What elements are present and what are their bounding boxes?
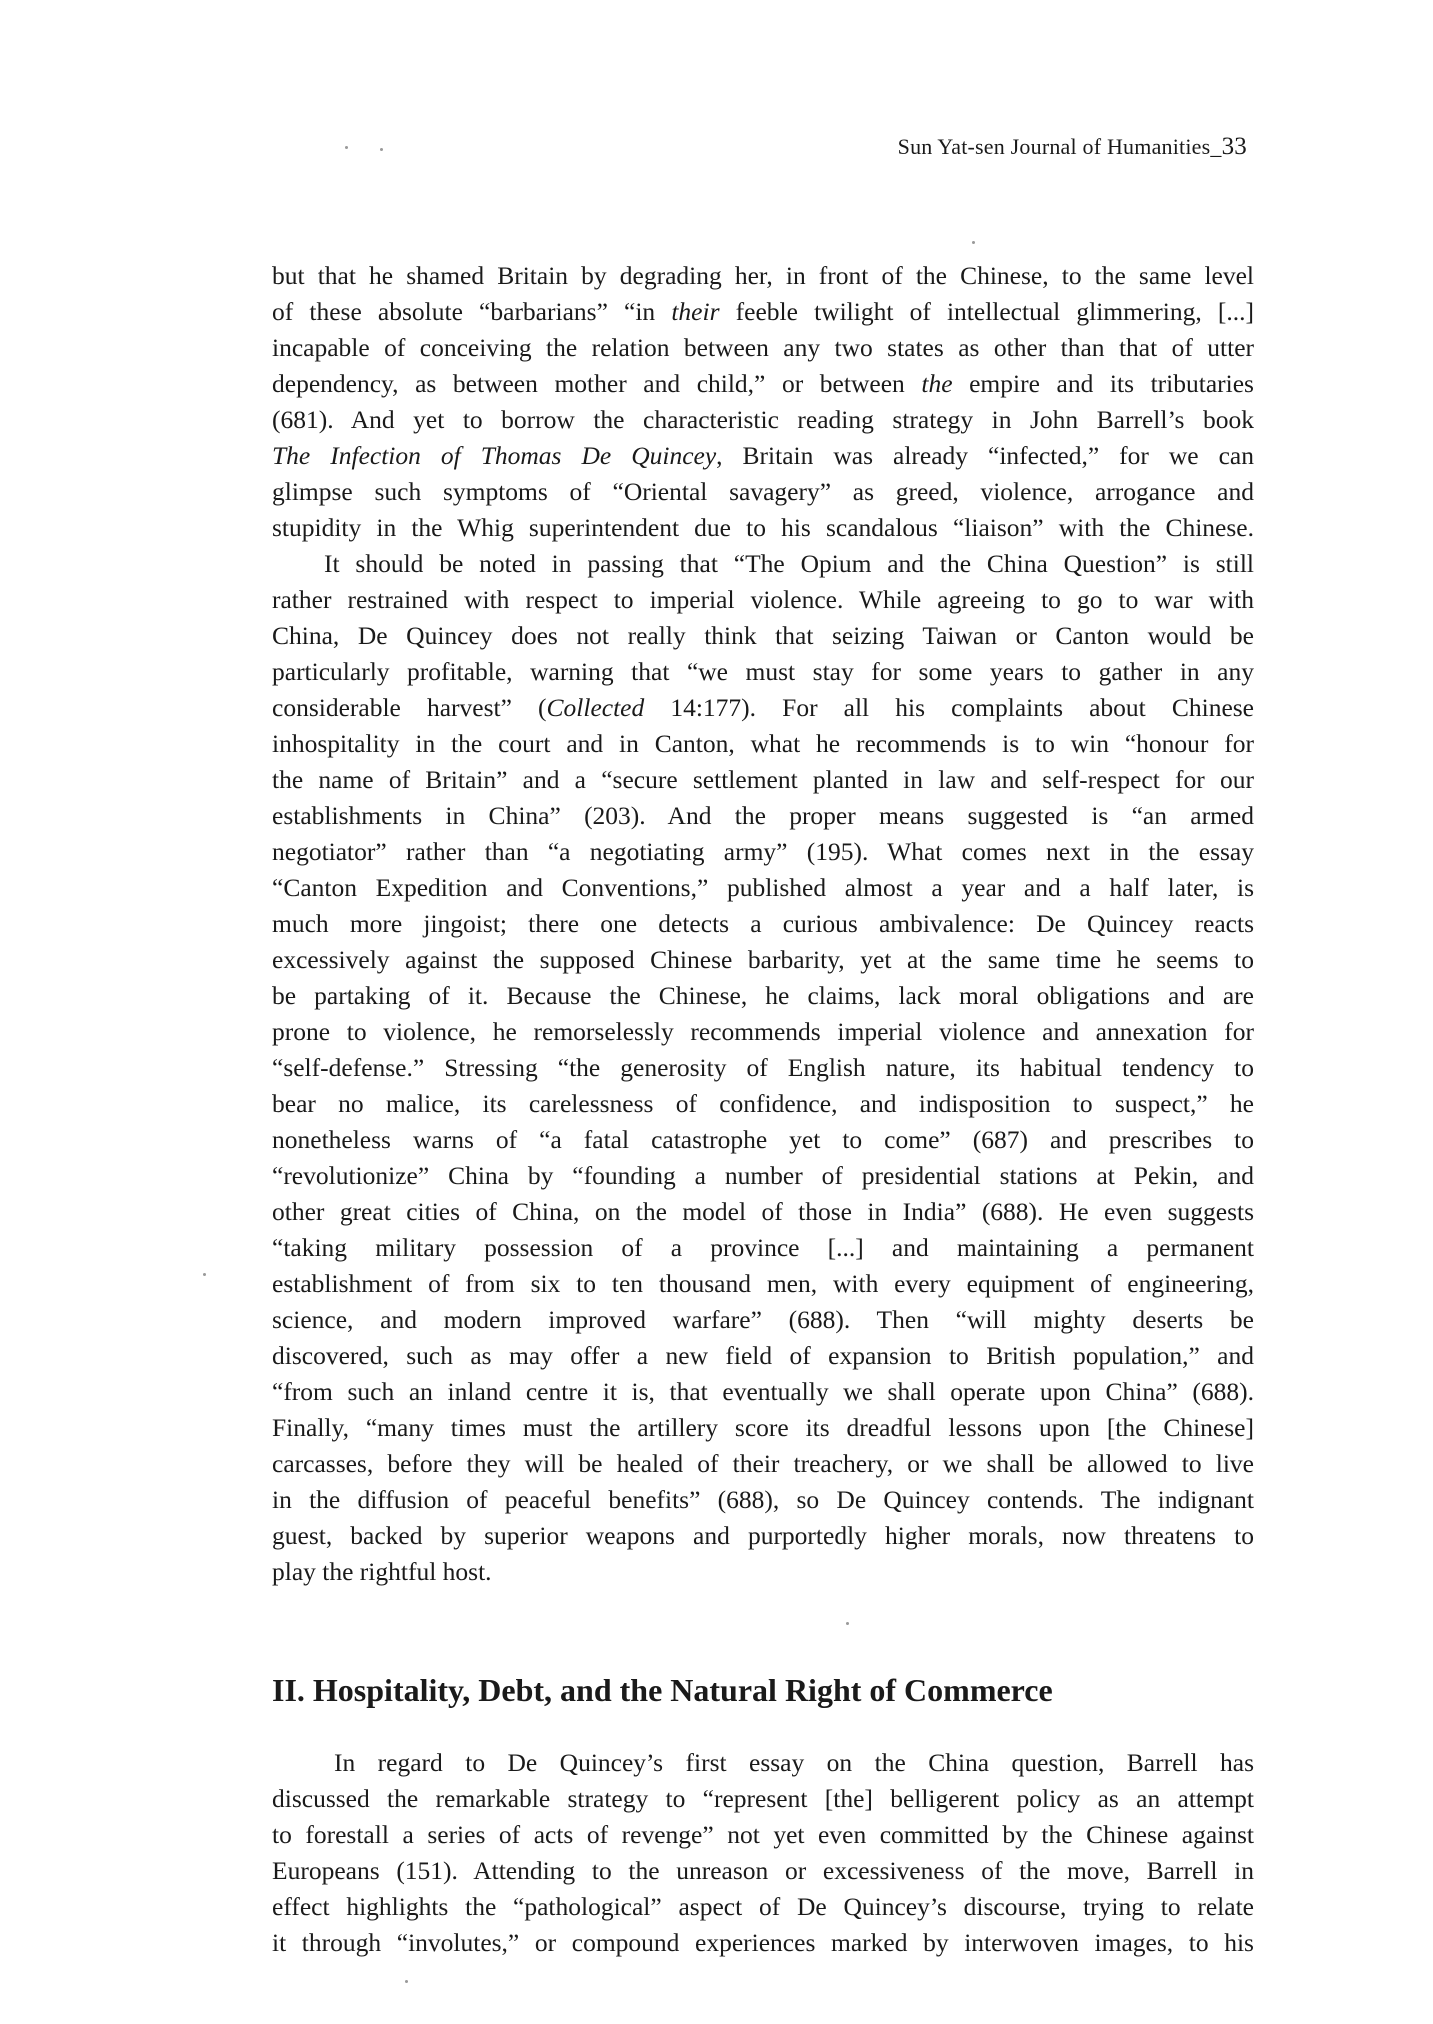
text-line: other great cities of China, on the model of those in India” (688). He even suggests (272, 1197, 1254, 1226)
paragraph-2 (272, 546, 1254, 1590)
text-line: China, De Quincey does not really think that seizing Taiwan or Canton would be (272, 621, 1254, 650)
text-line: guest, backed by superior weapons and purportedly higher morals, now threatens to (272, 1521, 1254, 1550)
running-header (898, 133, 1247, 161)
text-line: The Infection of Thomas De Quincey, Britain was already “infected,” for we can (272, 441, 1254, 470)
page-number: 33 (1221, 133, 1247, 160)
scan-speck (380, 148, 383, 151)
text-line: glimpse such symptoms of “Oriental savagery” as greed, violence, arrogance and (272, 477, 1254, 506)
text-line: nonetheless warns of “a fatal catastrophe yet to come” (687) and prescribes to (272, 1125, 1254, 1154)
body-text (272, 258, 1254, 1590)
scan-speck (203, 1273, 206, 1276)
text-line: dependency, as between mother and child,” or between the empire and its tributaries (272, 369, 1254, 398)
text-line: “from such an inland centre it is, that eventually we shall operate upon China” (688). (272, 1377, 1254, 1406)
text-line: discovered, such as may offer a new field of expansion to British population,” and (272, 1341, 1254, 1370)
text-line: particularly profitable, warning that “we must stay for some years to gather in any (272, 657, 1254, 686)
scan-speck (345, 146, 348, 149)
text-line: “Canton Expedition and Conventions,” published almost a year and a half later, is (272, 873, 1254, 902)
text-line: be partaking of it. Because the Chinese, he claims, lack moral obligations and are (272, 981, 1254, 1010)
text-line: Finally, “many times must the artillery score its dreadful lessons upon [the Chinese] (272, 1413, 1254, 1442)
scan-speck (972, 241, 975, 244)
text-line: “revolutionize” China by “founding a number of presidential stations at Pekin, and (272, 1161, 1254, 1190)
text-line: carcasses, before they will be healed of their treachery, or we shall be allowed to live (272, 1449, 1254, 1478)
text-line: but that he shamed Britain by degrading her, in front of the Chinese, to the same level (272, 261, 1254, 290)
text-line: effect highlights the “pathological” aspect of De Quincey’s discourse, trying to relate (272, 1892, 1254, 1921)
text-line: play the rightful host. (272, 1557, 492, 1586)
italic-text: The Infection of Thomas De Quincey (272, 441, 717, 470)
text-line: of these absolute “barbarians” “in their feeble twilight of intellectual glimmering, [...] (272, 297, 1255, 326)
scan-speck (846, 1622, 849, 1625)
text-line: to forestall a series of acts of revenge” not yet even committed by the Chinese against (272, 1820, 1254, 1849)
text-line: science, and modern improved warfare” (688). Then “will mighty deserts be (272, 1305, 1254, 1334)
italic-text: Collected (546, 693, 645, 722)
text-line: inhospitality in the court and in Canton, what he recommends is to win “honour for (272, 729, 1254, 758)
italic-text: their (671, 297, 720, 326)
text-line: It should be noted in passing that “The Opium and the China Question” is still (324, 549, 1254, 578)
text-line: “self-defense.” Stressing “the generosity of English nature, its habitual tendency to (272, 1053, 1254, 1082)
text-line: the name of Britain” and a “secure settlement planted in law and self-respect for our (272, 765, 1254, 794)
text-line: establishments in China” (203). And the proper means suggested is “an armed (272, 801, 1254, 830)
scan-speck (405, 1980, 408, 1983)
text-line: (681). And yet to borrow the characteristic reading strategy in John Barrell’s book (272, 405, 1254, 434)
text-line: In regard to De Quincey’s first essay on the China question, Barrell has (334, 1748, 1254, 1777)
text-line: establishment of from six to ten thousand men, with every equipment of engineering, (272, 1269, 1254, 1298)
paragraph-1 (272, 258, 1254, 546)
text-line: discussed the remarkable strategy to “represent [the] belligerent policy as an attempt (272, 1784, 1254, 1813)
text-line: Europeans (151). Attending to the unreason or excessiveness of the move, Barrell in (272, 1856, 1254, 1885)
italic-text: the (921, 369, 953, 398)
paragraph-3 (272, 1745, 1254, 1961)
text-line: stupidity in the Whig superintendent due to his scandalous “liaison” with the Chinese. (272, 513, 1254, 542)
text-line: negotiator” rather than “a negotiating army” (195). What comes next in the essay (272, 837, 1254, 866)
text-line: “taking military possession of a province [...] and maintaining a permanent (272, 1233, 1254, 1262)
text-line: bear no malice, its carelessness of confidence, and indisposition to suspect,” he (272, 1089, 1254, 1118)
text-line: considerable harvest” (Collected 14:177). For all his complaints about Chinese (272, 693, 1255, 722)
section-heading: II. Hospitality, Debt, and the Natural Right of Commerce (272, 1672, 1053, 1708)
text-line: in the diffusion of peaceful benefits” (688), so De Quincey contends. The indignant (272, 1485, 1254, 1514)
text-line: excessively against the supposed Chinese barbarity, yet at the same time he seems to (272, 945, 1254, 974)
journal-title: Sun Yat-sen Journal of Humanities_ (897, 134, 1222, 159)
text-line: incapable of conceiving the relation between any two states as other than that of utter (272, 333, 1254, 362)
text-line: rather restrained with respect to imperial violence. While agreeing to go to war with (272, 585, 1254, 614)
text-line: much more jingoist; there one detects a curious ambivalence: De Quincey reacts (272, 909, 1254, 938)
text-line: prone to violence, he remorselessly recommends imperial violence and annexation for (272, 1017, 1254, 1046)
text-line: it through “involutes,” or compound experiences marked by interwoven images, to his (272, 1928, 1254, 1957)
section-body (272, 1745, 1254, 1961)
